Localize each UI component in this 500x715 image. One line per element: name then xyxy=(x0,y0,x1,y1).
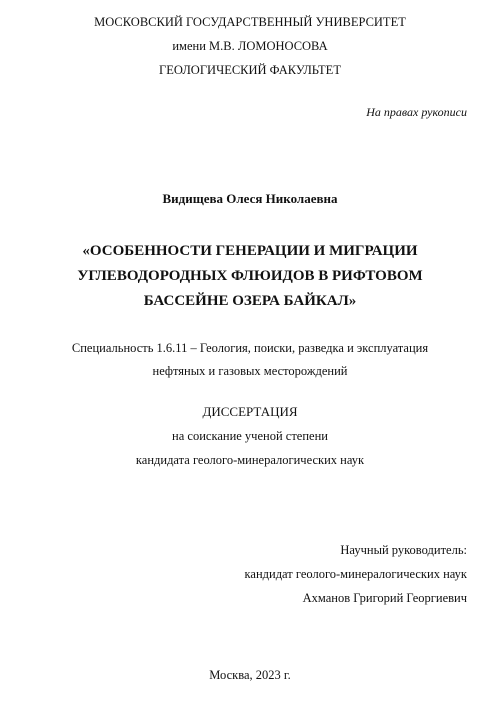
university-named-after: имени М.В. ЛОМОНОСОВА xyxy=(172,39,328,53)
supervisor-degree: кандидат геолого-минералогических наук xyxy=(244,567,467,581)
author-name: Видищева Олеся Николаевна xyxy=(162,191,338,206)
supervisor-name: Ахманов Григорий Георгиевич xyxy=(302,591,467,605)
dissertation-degree: кандидата геолого-минералогических наук xyxy=(135,453,365,467)
specialty-line-2: нефтяных и газовых месторождений xyxy=(152,364,348,378)
dissertation-title-line-3: БАССЕЙНЕ ОЗЕРА БАЙКАЛ» xyxy=(143,293,357,309)
dissertation-title-line-2: УГЛЕВОДОРОДНЫХ ФЛЮИДОВ В РИФТОВОМ xyxy=(77,268,423,284)
dissertation-heading: ДИССЕРТАЦИЯ xyxy=(202,404,298,419)
dissertation-title-line-1: «ОСОБЕННОСТИ ГЕНЕРАЦИИ И МИГРАЦИИ xyxy=(82,243,418,259)
place-and-year: Москва, 2023 г. xyxy=(209,668,291,682)
dissertation-purpose: на соискание ученой степени xyxy=(172,429,328,443)
university-name: МОСКОВСКИЙ ГОСУДАРСТВЕННЫЙ УНИВЕРСИТЕТ xyxy=(94,15,406,29)
specialty-line-1: Специальность 1.6.11 – Геология, поиски, разведка и эксплуатация xyxy=(71,341,429,355)
faculty-name: ГЕОЛОГИЧЕСКИЙ ФАКУЛЬТЕТ xyxy=(159,63,341,77)
manuscript-note: На правах рукописи xyxy=(366,105,467,119)
supervisor-label: Научный руководитель: xyxy=(340,543,467,557)
